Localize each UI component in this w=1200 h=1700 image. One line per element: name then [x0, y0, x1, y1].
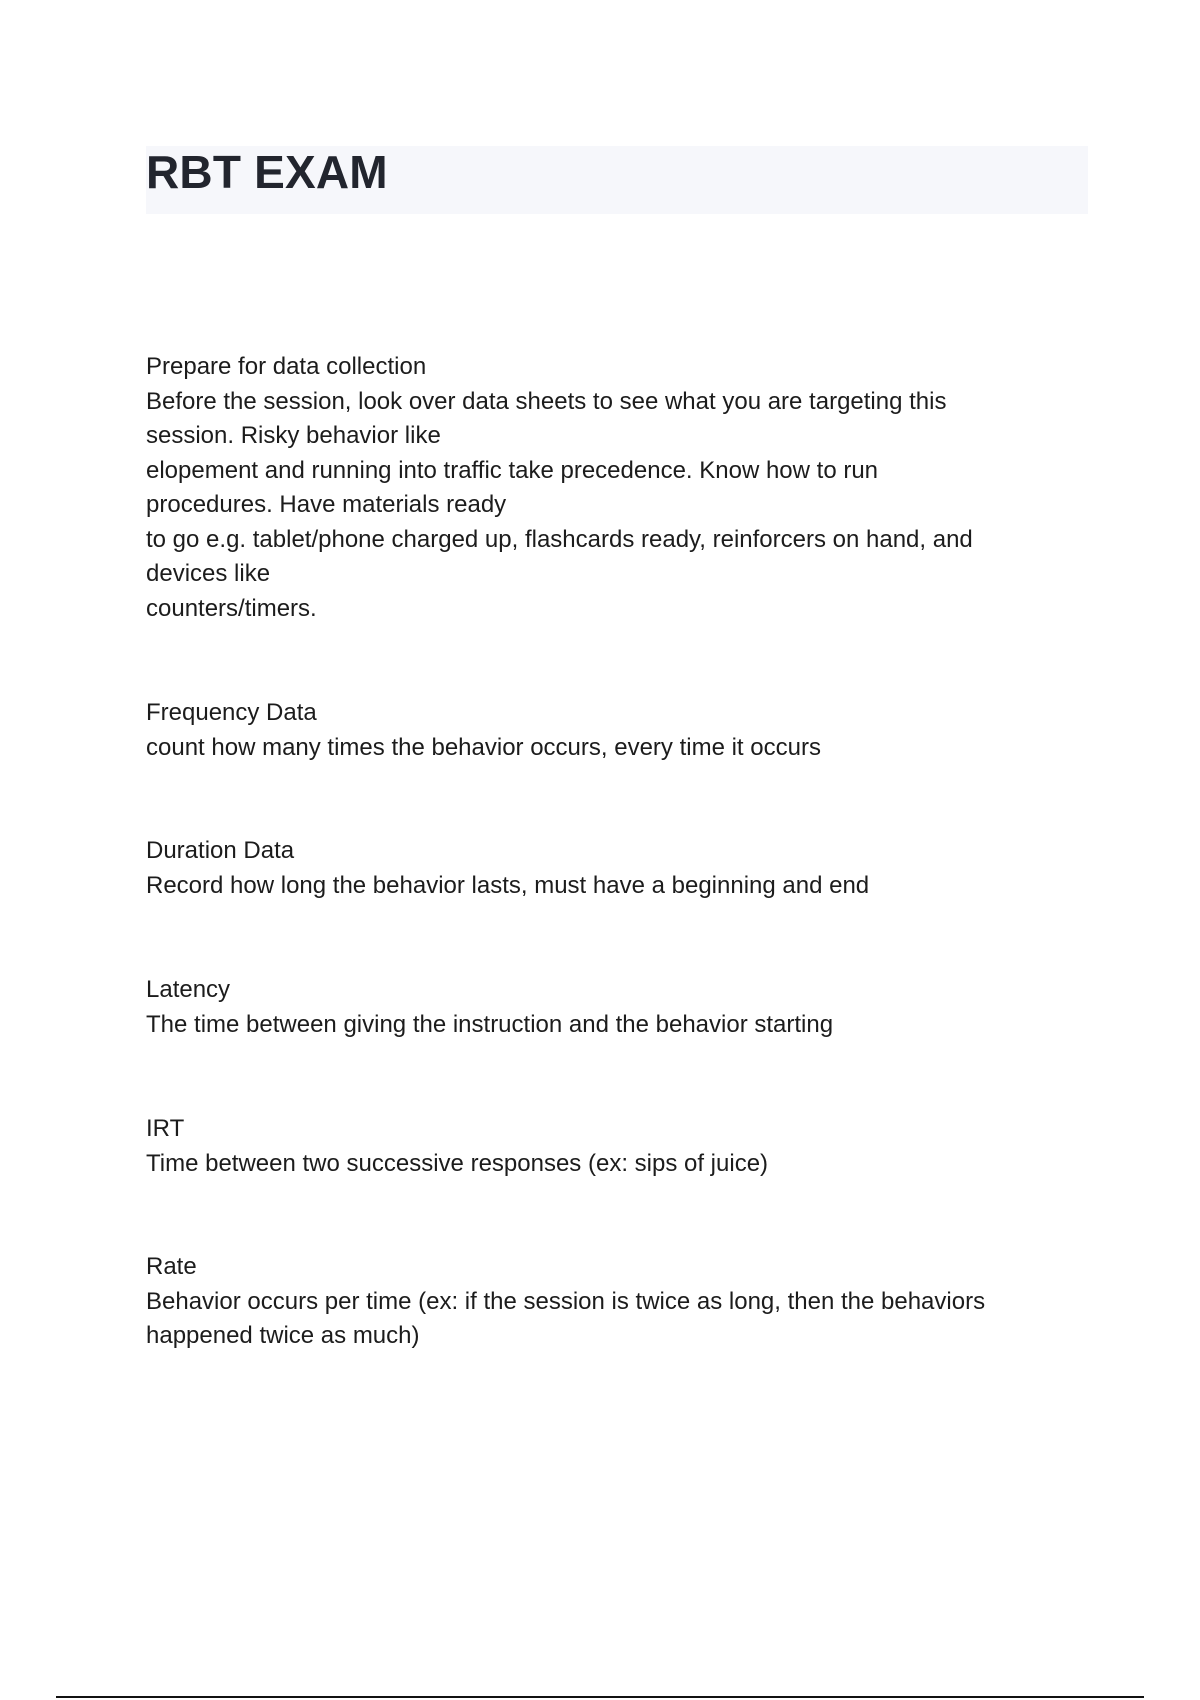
card-definition-line: elopement and running into traffic take precedence. Know how to run	[146, 456, 879, 484]
card-definition-line: Before the session, look over data sheets to see what you are targeting this	[146, 387, 947, 415]
flashcard-irt	[146, 1112, 1076, 1181]
card-definition: count how many times the behavior occurs, every time it occurs	[146, 733, 821, 761]
card-definition-line: procedures. Have materials ready	[146, 491, 507, 518]
card-term: Frequency Data	[146, 699, 317, 726]
document-title: RBT EXAM	[146, 146, 388, 198]
card-definition-line: counters/timers.	[146, 594, 317, 622]
card-term: Rate	[146, 1253, 197, 1280]
card-definition-line: devices like	[146, 560, 271, 587]
card-term: IRT	[146, 1115, 185, 1142]
flashcard-rate	[146, 1250, 1076, 1354]
flashcard-prepare-data-collection	[146, 350, 1076, 626]
card-definition-line: to go e.g. tablet/phone charged up, flashcards ready, reinforcers on hand, and	[146, 525, 973, 553]
card-definition: The time between giving the instruction and the behavior starting	[146, 1010, 834, 1038]
card-definition: Behavior occurs per time (ex: if the session is twice as long, then the behaviors happened twice as much)	[146, 1287, 986, 1349]
flashcard-latency	[146, 973, 1076, 1042]
flashcard-frequency-data	[146, 696, 1076, 765]
card-definition-line: session. Risky behavior like	[146, 422, 441, 449]
card-term: Prepare for data collection	[146, 353, 427, 380]
card-definition: Time between two successive responses (ex: sips of juice)	[146, 1149, 769, 1177]
card-definition: Record how long the behavior lasts, must have a beginning and end	[146, 871, 870, 899]
card-term: Duration Data	[146, 837, 295, 864]
page-bottom-rule	[56, 1696, 1144, 1698]
flashcard-duration-data	[146, 834, 1076, 903]
card-term: Latency	[146, 976, 231, 1003]
